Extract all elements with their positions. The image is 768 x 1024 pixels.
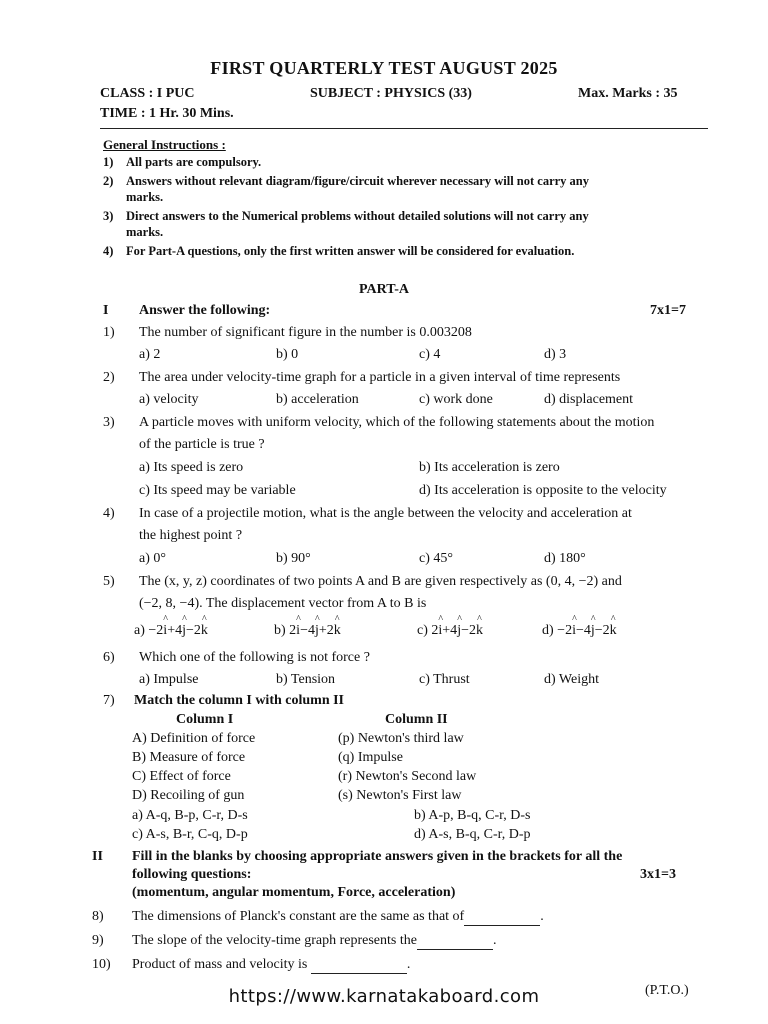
- question-number: 9): [92, 933, 104, 948]
- unit-vector-k: k ^: [475, 614, 483, 638]
- option: d) A-s, B-q, C-r, D-p: [414, 827, 531, 842]
- section-marks: 3x1=3: [640, 867, 676, 882]
- instruction-num: 2): [103, 174, 114, 188]
- unit-vector-k: k ^: [200, 614, 208, 638]
- question-number: 3): [103, 415, 115, 430]
- instruction-text-cont: marks.: [126, 190, 164, 204]
- fill-blank-question: Product of mass and velocity is .: [132, 957, 411, 972]
- pto-note: (P.T.O.): [645, 983, 689, 998]
- column-i-item: D) Recoiling of gun: [132, 788, 245, 803]
- question-text: Match the column I with column II: [134, 693, 345, 708]
- vector-option-a: a) −2i ^ +4j ^ −2k ^: [134, 614, 208, 638]
- fill-blank-question: The dimensions of Planck's constant are the same as that of .: [132, 909, 544, 924]
- option: c) 4: [419, 347, 441, 362]
- unit-vector-j: j ^: [590, 614, 596, 638]
- answer-choices: (momentum, angular momentum, Force, acceleration): [132, 885, 456, 900]
- option: b) 90°: [276, 551, 311, 566]
- column-i-item: A) Definition of force: [132, 731, 256, 746]
- unit-vector-i: i ^: [163, 614, 168, 638]
- option: c) A-s, B-r, C-q, D-p: [132, 827, 248, 842]
- option: b) A-p, B-q, C-r, D-s: [414, 808, 531, 823]
- source-url[interactable]: https://www.karnatakaboard.com: [228, 986, 540, 1007]
- option: c) Its speed may be variable: [139, 483, 296, 498]
- question-number: 4): [103, 506, 115, 521]
- option: d) 3: [544, 347, 567, 362]
- question-text: In case of a projectile motion, what is the angle between the velocity and acceleration at: [139, 506, 632, 521]
- unit-vector-k: k ^: [333, 614, 341, 638]
- unit-vector-j: j ^: [314, 614, 320, 638]
- option: b) Tension: [276, 672, 336, 687]
- question-number: 10): [92, 957, 111, 972]
- max-marks-label: Max. Marks : 35: [578, 86, 678, 101]
- instruction-text-cont: marks.: [126, 225, 164, 239]
- vector-option-b: b) 2i ^ −4j ^ +2k ^: [274, 614, 341, 638]
- question-number: 7): [103, 693, 115, 708]
- option: c) work done: [419, 392, 493, 407]
- option: a) A-q, B-p, C-r, D-s: [132, 808, 248, 823]
- option: b) acceleration: [276, 392, 359, 407]
- option: d) Its acceleration is opposite to the velocity: [419, 483, 667, 498]
- vector-option-c: c) 2i ^ +4j ^ −2k ^: [417, 614, 483, 638]
- question-number: 6): [103, 650, 115, 665]
- question-text-cont: the highest point ?: [139, 528, 243, 543]
- question-number: 8): [92, 909, 104, 924]
- option: c) Thrust: [419, 672, 470, 687]
- column-i-item: B) Measure of force: [132, 750, 246, 765]
- option: d) Weight: [544, 672, 599, 687]
- question-text-cont: (−2, 8, −4). The displacement vector from A to B is: [139, 596, 427, 611]
- instruction-text: Direct answers to the Numerical problems without detailed solutions will not carry any: [126, 209, 589, 223]
- question-number: 5): [103, 574, 115, 589]
- question-number: 1): [103, 325, 115, 340]
- instruction-text: All parts are compulsory.: [126, 155, 262, 169]
- option: a) velocity: [139, 392, 199, 407]
- header-divider: [100, 128, 708, 129]
- instruction-num: 1): [103, 155, 114, 169]
- section-marks: 7x1=7: [650, 303, 686, 318]
- option: a) Its speed is zero: [139, 460, 244, 475]
- column-ii-item: (p) Newton's third law: [338, 731, 464, 746]
- vector-option-d: d) −2i ^ −4j ^ −2k ^: [542, 614, 617, 638]
- unit-vector-i: i ^: [296, 614, 301, 638]
- option: d) displacement: [544, 392, 634, 407]
- column-ii-item: (q) Impulse: [338, 750, 403, 765]
- section-heading: Fill in the blanks by choosing appropriate answers given in the brackets for all the: [132, 849, 623, 864]
- option: a) Impulse: [139, 672, 199, 687]
- question-text: The (x, y, z) coordinates of two points A and B are given respectively as (0, 4, −2) and: [139, 574, 622, 589]
- section-heading-cont: following questions:: [132, 867, 252, 882]
- column-heading: Column I: [176, 712, 234, 727]
- answer-blank[interactable]: [311, 957, 407, 974]
- section-number: I: [103, 303, 109, 318]
- test-title: FIRST QUARTERLY TEST AUGUST 2025: [210, 58, 558, 78]
- option: d) 180°: [544, 551, 586, 566]
- question-text: The area under velocity-time graph for a particle in a given interval of time represents: [139, 370, 621, 385]
- option: b) Its acceleration is zero: [419, 460, 560, 475]
- question-text: A particle moves with uniform velocity, which of the following statements about the motion: [139, 415, 655, 430]
- column-heading: Column II: [385, 712, 448, 727]
- unit-vector-i: i ^: [438, 614, 444, 638]
- unit-vector-j: j ^: [457, 614, 462, 638]
- time-label: TIME : 1 Hr. 30 Mins.: [100, 106, 234, 121]
- section-number: II: [92, 849, 103, 864]
- option: a) 0°: [139, 551, 166, 566]
- question-text-cont: of the particle is true ?: [139, 437, 265, 452]
- instruction-text: For Part-A questions, only the first written answer will be considered for evaluation.: [126, 244, 575, 258]
- instructions-heading: General Instructions :: [103, 137, 226, 152]
- class-label: CLASS : I PUC: [100, 86, 195, 101]
- unit-vector-k: k ^: [609, 614, 617, 638]
- option: b) 0: [276, 347, 299, 362]
- column-i-item: C) Effect of force: [132, 769, 231, 784]
- subject-label: SUBJECT : PHYSICS (33): [310, 86, 472, 101]
- part-title: PART-A: [358, 282, 410, 297]
- instruction-num: 3): [103, 209, 114, 223]
- section-heading: Answer the following:: [139, 303, 271, 318]
- instruction-num: 4): [103, 244, 114, 258]
- option: a) 2: [139, 347, 161, 362]
- option: c) 45°: [419, 551, 453, 566]
- answer-blank[interactable]: [464, 909, 540, 926]
- unit-vector-j: j ^: [182, 614, 187, 638]
- question-number: 2): [103, 370, 115, 385]
- column-ii-item: (s) Newton's First law: [338, 788, 462, 803]
- question-text: The number of significant figure in the number is 0.003208: [139, 325, 472, 340]
- instruction-text: Answers without relevant diagram/figure/circuit wherever necessary will not carry any: [126, 174, 590, 188]
- column-ii-item: (r) Newton's Second law: [338, 769, 477, 784]
- unit-vector-i: i ^: [572, 614, 577, 638]
- answer-blank[interactable]: [417, 933, 493, 950]
- fill-blank-question: The slope of the velocity-time graph represents the .: [132, 933, 497, 948]
- question-text: Which one of the following is not force ?: [139, 650, 370, 665]
